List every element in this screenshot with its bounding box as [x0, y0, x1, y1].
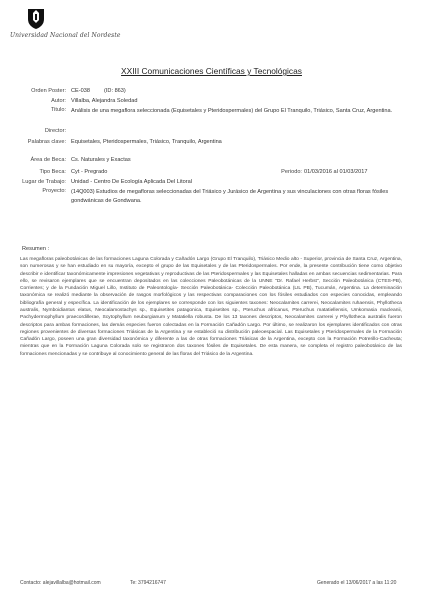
- event-title: XXIII Comunicaciones Científicas y Tecnológicas: [121, 66, 302, 76]
- orden-poster-value: CE-038: [71, 88, 90, 94]
- proyecto-value: (14Q003) Estudios de megafloras seleccionadas del Triásico y Jurásico de Argentina y sus vinculaciones con otras floras fósiles gondwánicas de Gondwana.: [71, 189, 389, 204]
- palabras-clave-value: Equisetales, Pteridospermales, Triásico, Tranquilo, Argentina: [71, 139, 222, 145]
- footer-telefono: Te: 3794216747: [130, 580, 166, 586]
- titulo-value: Análisis de una megaflora seleccionada (Equisetales y Pteridospermales) del Grupo El Tranquilo, Triásico, Santa Cruz, Argentina.: [71, 108, 393, 114]
- university-logo-text: Universidad Nacional del Nordeste: [10, 32, 121, 39]
- area-beca-label: Área de Beca:: [30, 157, 66, 163]
- orden-poster-note: (ID: 863): [104, 88, 126, 94]
- director-label: Director:: [44, 128, 66, 134]
- tipo-beca-label: Tipo Beca:: [39, 169, 66, 175]
- orden-poster-label: Orden Poster:: [31, 88, 66, 94]
- autor-label: Autor:: [51, 98, 66, 104]
- area-beca-value: Cs. Naturales y Exactas: [71, 157, 131, 163]
- tipo-beca-value: Cyt - Pregrado: [71, 169, 108, 175]
- proyecto-label: Proyecto:: [42, 188, 66, 194]
- periodo-label: Periodo:: [281, 169, 302, 175]
- resumen-label: Resumen :: [22, 246, 50, 252]
- lugar-trabajo-value: Unidad - Centro De Ecología Aplicada Del Litoral: [71, 179, 192, 185]
- titulo-label: Titulo:: [50, 107, 66, 113]
- footer-generado: Generado el 13/06/2017 a las 11:20: [317, 580, 397, 586]
- university-seal-icon: [24, 6, 48, 30]
- resumen-text: Las megafloras paleobotánicas de las formaciones Laguna Colorada y Cañadón Largo (Grupo El Tranquilo), Triásico Medio alto - Superior, provincia de Santa Cruz, Argentina, son numerosas y se han estudiado en su mayoría, excepto el grupo de las Equisetales y de las Pteridospermales. Por ende, la presente contribución tiene como objetivo describir e identificar taxonómicamente impresiones vegetativas y reproductivas de las Pteridospermales y las Equisetales halladas en ambas secuencias sedimentarias. Para ello, se revisaron ejemplares que se encuentran depositados en las colecciones Paleobotánicas de la UNNE "Dr. Rafael Herbst", Sección Paleobotánica (CTES-PB), Corrientes; y de la Fundación Miguel Lillo, Instituto de Paleontología- Sección Paleobotánica- Colección Paleobotánica (LIL PB), Tucumán, Argentina. La determinación taxonómica se realizó mediante la observación de rasgos morfológicos y las respectivas comparaciones con los fósiles estudiados con especies conocidas, empleando bibliografía general y específica. La identificación de los ejemplares se corresponde con los siguientes taxones: Neocalamites carrerei, Neocalamites ruhaensis, Phyllotheca australis, Nymboidiantus elatus, Neocalamostachys sp., Equisetites patagonica, Equisetites sp., Pteruchus africanus, Pteruchus matatiellensis, Umkomasia macleanii, Pachydermophyllum praecordillerae, Scytophyllum neuburgianum y Matatiella robusta. De los 13 taxones descriptos, Neocalamites carrerei y Phyllotheca australis fueron descriptos para ambas formaciones, las demás especies fueron colectadas en la Formación Cañadón Largo. Por último, se realizaron los ejemplares identificados con otras regiones provenientes de diversas formaciones Triásicas de la Argentina y se estableció su distribución paleoespacial. Las Equisetales y Pteridospermales de la Formación Cañadón Largo, poseen una gran diversidad taxonómica y diferente a las de otras formaciones Triásicas de la Argentina, excepto con la Formación Potrerillo-Cacheuta; mientras que en la Formación Laguna Colorada solo se registraron dos taxones fósiles de Equisetales. De esta manera, se completa el registro paleobotánico de las formaciones mencionadas y se contribuye al conocimiento general de las floras del Triásico de la Argentina.: [20, 257, 402, 357]
- palabras-clave-label: Palabras clave:: [27, 139, 66, 145]
- autor-value: Villalba, Alejandra Soledad: [71, 98, 138, 104]
- footer-contacto: Contacto: alejavillalba@hotmail.com: [20, 580, 101, 586]
- periodo-value: 01/03/2016 al 01/03/2017: [304, 169, 368, 175]
- lugar-trabajo-label: Lugar de Trabajo:: [22, 179, 66, 185]
